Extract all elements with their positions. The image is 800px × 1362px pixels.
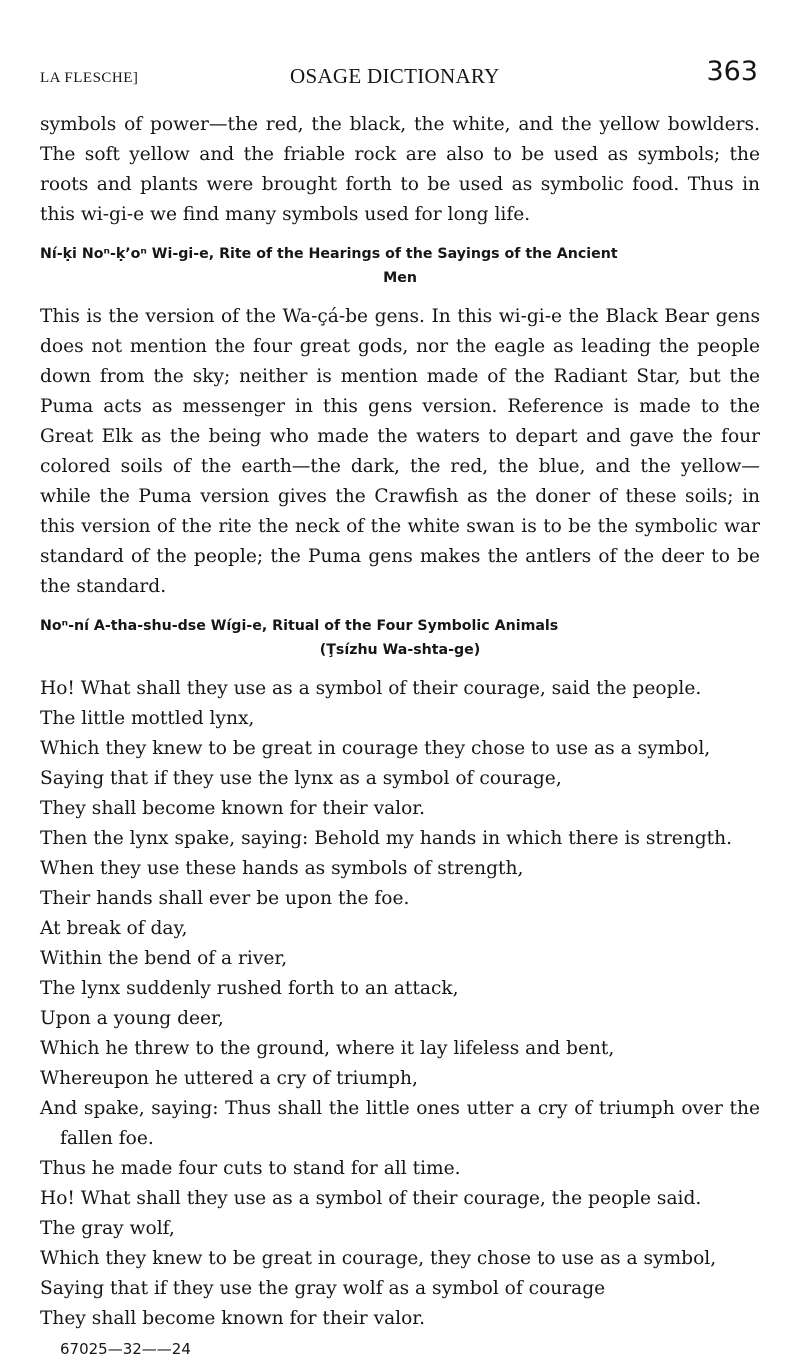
intro-paragraph: symbols of power—the red, the black, the white, and the yellow bowlders. The soft yellow and the friable rock are also to be used as symbols; the roots and plants were brought forth to be used as symbolic food. Thus in this wi-gi-e we find many symbols used for long life. — [40, 114, 760, 225]
heading-line: Men — [383, 270, 417, 286]
ritual-line: Saying that if they use the gray wolf as a symbol of courage — [40, 1278, 606, 1299]
section-heading-rite-of-hearings — [40, 242, 760, 290]
ritual-line: Which he threw to the ground, where it lay lifeless and bent, — [40, 1038, 615, 1059]
ritual-line: They shall become known for their valor. — [40, 798, 426, 819]
book-title-running-head: OSAGE DICTIONARY — [290, 64, 500, 88]
ritual-line: The gray wolf, — [40, 1218, 175, 1239]
printer-signature: 67025—32——24 — [60, 1340, 191, 1358]
ritual-line: Ho! What shall they use as a symbol of their courage, said the people. — [40, 678, 702, 699]
ritual-line: Whereupon he uttered a cry of triumph, — [40, 1068, 418, 1089]
running-head — [40, 56, 760, 100]
ritual-line: Thus he made four cuts to stand for all time. — [40, 1158, 461, 1179]
ritual-line: Ho! What shall they use as a symbol of their courage, the people said. — [40, 1188, 702, 1209]
ritual-line: At break of day, — [40, 918, 188, 939]
page-number: 363 — [706, 56, 758, 87]
ritual-line: Their hands shall ever be upon the foe. — [40, 888, 410, 909]
author-running-head: LA FLESCHE] — [40, 70, 139, 86]
ritual-line: Saying that if they use the lynx as a symbol of courage, — [40, 768, 562, 789]
body-text — [40, 110, 760, 1362]
ritual-line: Then the lynx spake, saying: Behold my hands in which there is strength. — [40, 828, 732, 849]
ritual-line: Upon a young deer, — [40, 1008, 224, 1029]
ritual-line: Which they knew to be great in courage they chose to use as a symbol, — [40, 738, 711, 759]
heading-line: Ní-ḳi Noⁿ-ḳ’oⁿ Wi-gi-e, Rite of the Hearings of the Sayings of the Ancient — [40, 246, 618, 262]
heading-line: (Ţsízhu Wa-shta-ge) — [319, 642, 481, 658]
ritual-line: Within the bend of a river, — [40, 948, 288, 969]
ritual-line: When they use these hands as symbols of strength, — [40, 858, 524, 879]
heading-line: Noⁿ-ní A-tha-shu-dse Wígi-e, Ritual of the Four Symbolic Animals — [40, 618, 559, 634]
ritual-text — [40, 674, 760, 1334]
version-paragraph: This is the version of the Wa-çá-be gens. In this wi-gi-e the Black Bear gens does not mention the four great gods, nor the eagle as leading the people down from the sky; neither is mention made of the Radiant Star, but the Puma acts as messenger in this gens version. Reference is made to the Great Elk as the being who made the waters to depart and gave the four colored soils of the earth—the dark, the red, the blue, and the yellow—while the Puma version gives the Crawfish as the doner of these soils; in this version of the rite the neck of the white swan is to be the symbolic war standard of the people; the Puma gens makes the antlers of the deer to be the standard. — [40, 306, 760, 597]
ritual-line: And spake, saying: Thus shall the little ones utter a cry of triumph over the fallen foe. — [40, 1098, 760, 1149]
ritual-line: Which they knew to be great in courage, they chose to use as a symbol, — [40, 1248, 717, 1269]
ritual-line: The little mottled lynx, — [40, 708, 255, 729]
ritual-line: The lynx suddenly rushed forth to an attack, — [40, 978, 459, 999]
ritual-line: They shall become known for their valor. — [40, 1308, 426, 1329]
section-heading-four-symbolic-animals — [40, 614, 760, 662]
